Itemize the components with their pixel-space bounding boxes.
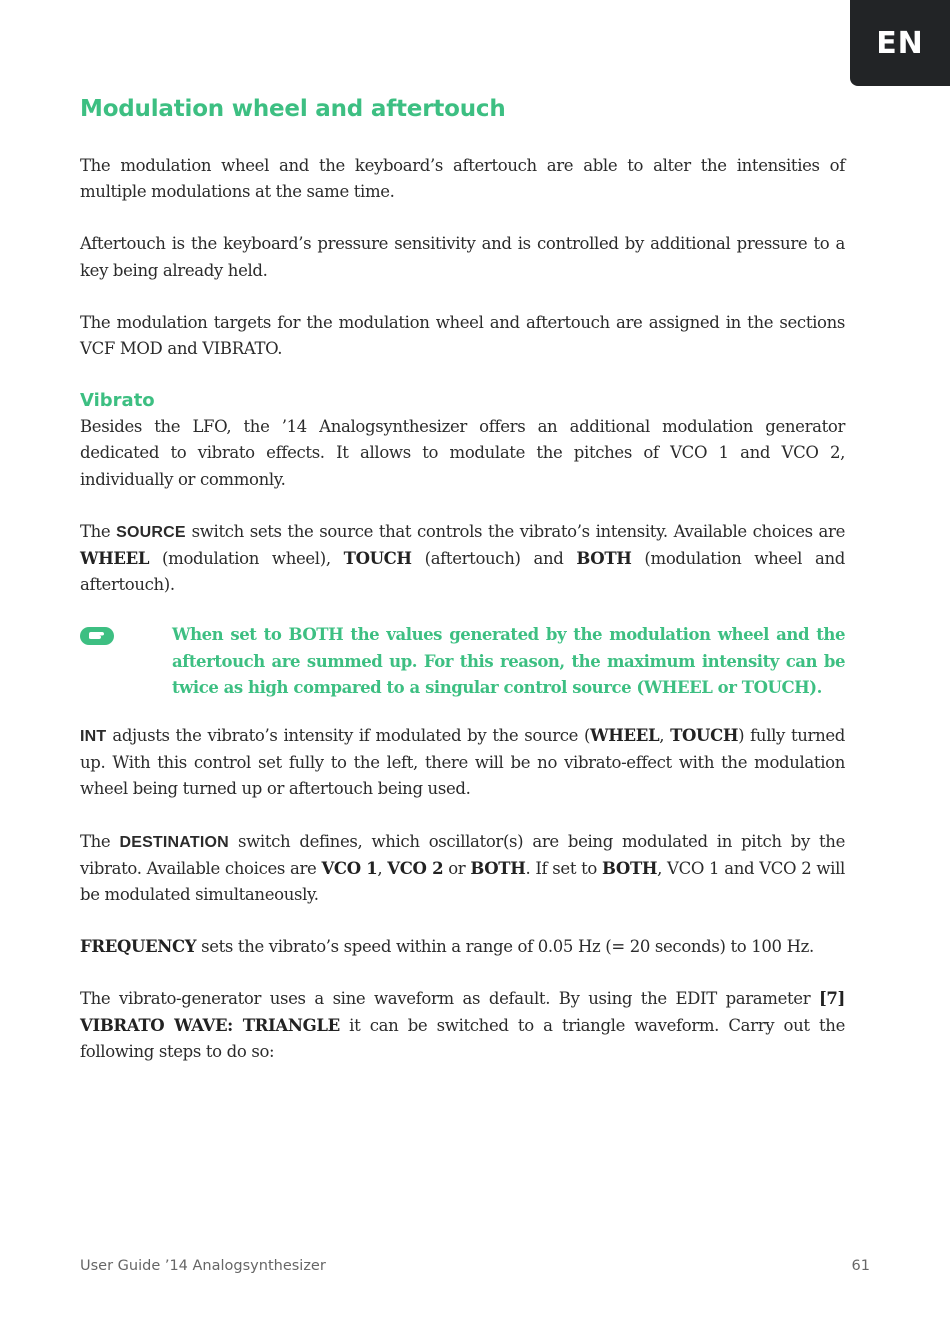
source-control-label: SOURCE [116,523,186,541]
int-paragraph: INT adjusts the vibrato’s intensity if modulated by the source (WHEEL, TOUCH) fully turned up. With this control set fully to the left, there will be no vibrato-effect with the modulation wheel being turned up or aftertouch being used. [80,726,845,799]
wheel-option: WHEEL [80,549,150,569]
destination-control-label: DESTINATION [119,833,229,851]
pointing-hand-icon [80,622,172,701]
page-number: 61 [851,1258,870,1274]
frequency-paragraph: FREQUENCY sets the vibrato’s speed within a range of 0.05 Hz (= 20 seconds) to 100 Hz. [80,937,814,957]
note-text: When set to BOTH the values generated by the modulation wheel and the aftertouch are summed up. For this reason, the maximum intensity can be twice as high compared to a singular control source (WHEEL or TOUCH). [172,625,845,697]
wave-paragraph: The vibrato-generator uses a sine waveform as default. By using the EDIT parameter [7] VIBRATO WAVE: TRIANGLE it can be switched to a triangle waveform. Carry out the following steps to do so: [80,989,845,1061]
frequency-control-label: FREQUENCY [80,937,197,957]
intro-paragraph-1: The modulation wheel and the keyboard’s aftertouch are able to alter the intensities of multiple modulations at the same time. [80,156,845,202]
touch-option: TOUCH [343,549,412,569]
wave-parameter: [7] VIBRATO WAVE: TRIANGLE [80,989,845,1035]
destination-paragraph: The DESTINATION switch defines, which oscillator(s) are being modulated in pitch by the vibrato. Available choices are VCO 1, VCO 2 or BOTH. If set to BOTH, VCO 1 and VCO 2 will be modulated simultaneously. [80,831,845,905]
int-control-label: INT [80,728,107,746]
language-tab [850,0,950,86]
footer-title: User Guide ’14 Analogsynthesizer [80,1258,326,1274]
intro-paragraph-3: The modulation targets for the modulation wheel and aftertouch are assigned in the sections VCF MOD and VIBRATO. [80,312,845,359]
vibrato-heading: Vibrato [80,390,155,412]
vibrato-paragraph-1: Besides the LFO, the ’14 Analogsynthesizer offers an additional modulation generator dedicated to vibrato effects. It allows to modulate the pitches of VCO 1 and VCO 2, individually or commonly. [80,417,845,489]
language-label: EN [876,25,924,61]
page-content [80,92,845,1091]
note-box [80,622,845,701]
both-option: BOTH [576,549,632,569]
section-heading: Modulation wheel and aftertouch [80,96,506,122]
intro-paragraph-2: Aftertouch is the keyboard’s pressure sensitivity and is controlled by additional pressure to a key being already held. [80,234,845,280]
source-paragraph: The SOURCE switch sets the source that controls the vibrato’s intensity. Available choices are WHEEL (modulation wheel), TOUCH (aftertouch) and BOTH (modulation wheel and aftertouch). [80,521,846,595]
